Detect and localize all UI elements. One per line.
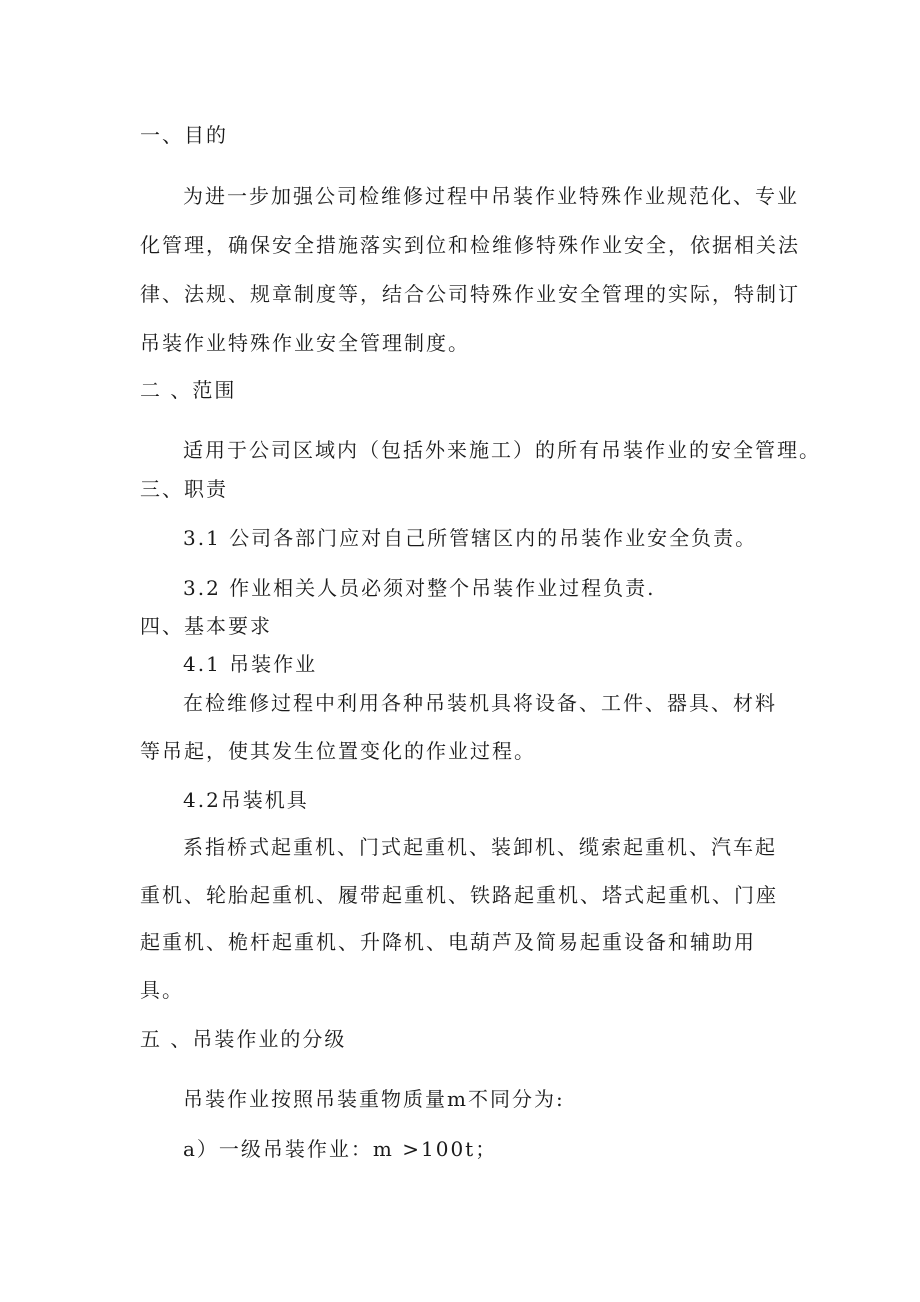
- section-heading-purpose: 一、目的: [140, 123, 228, 147]
- subsection-4-2-line-1: 系指桥式起重机、门式起重机、装卸机、缆索起重机、汽车起: [183, 835, 777, 859]
- responsibility-item-3-2: 3.2 作业相关人员必须对整个吊装作业过程负责.: [183, 576, 656, 600]
- subsection-4-2-line-4: 具。: [140, 978, 184, 1002]
- classification-item-a: a）一级吊装作业：m >100t；: [183, 1137, 498, 1161]
- scope-paragraph: 适用于公司区域内（包括外来施工）的所有吊装作业的安全管理。: [183, 438, 821, 462]
- subsection-4-1-line-1: 在检维修过程中利用各种吊装机具将设备、工件、器具、材料: [183, 691, 777, 715]
- purpose-paragraph-line-2: 化管理，确保安全措施落实到位和检维修特殊作业安全，依据相关法: [140, 233, 800, 257]
- purpose-paragraph-line-4: 吊装作业特殊作业安全管理制度。: [140, 331, 470, 355]
- purpose-paragraph-line-1: 为进一步加强公司检维修过程中吊装作业特殊作业规范化、专业: [183, 184, 799, 208]
- responsibility-item-3-1: 3.1 公司各部门应对自己所管辖区内的吊装作业安全负责。: [183, 526, 758, 550]
- purpose-paragraph-line-3: 律、法规、规章制度等，结合公司特殊作业安全管理的实际，特制订: [140, 282, 800, 306]
- section-heading-responsibilities: 三、职责: [140, 477, 228, 501]
- section-heading-scope: 二 、范围: [140, 378, 237, 402]
- section-heading-classification: 五 、吊装作业的分级: [140, 1027, 347, 1051]
- subsection-4-1-line-2: 等吊起，使其发生位置变化的作业过程。: [140, 739, 536, 763]
- subsection-4-2-line-3: 起重机、桅杆起重机、升降机、电葫芦及简易起重设备和辅助用: [140, 930, 756, 954]
- subsection-title-4-2: 4.2吊装机具: [183, 788, 309, 812]
- subsection-4-2-line-2: 重机、轮胎起重机、履带起重机、铁路起重机、塔式起重机、门座: [140, 883, 778, 907]
- subsection-title-4-1: 4.1 吊装作业: [183, 652, 318, 676]
- section-heading-basic-requirements: 四、基本要求: [140, 614, 272, 638]
- classification-intro: 吊装作业按照吊装重物质量m不同分为:: [183, 1087, 565, 1111]
